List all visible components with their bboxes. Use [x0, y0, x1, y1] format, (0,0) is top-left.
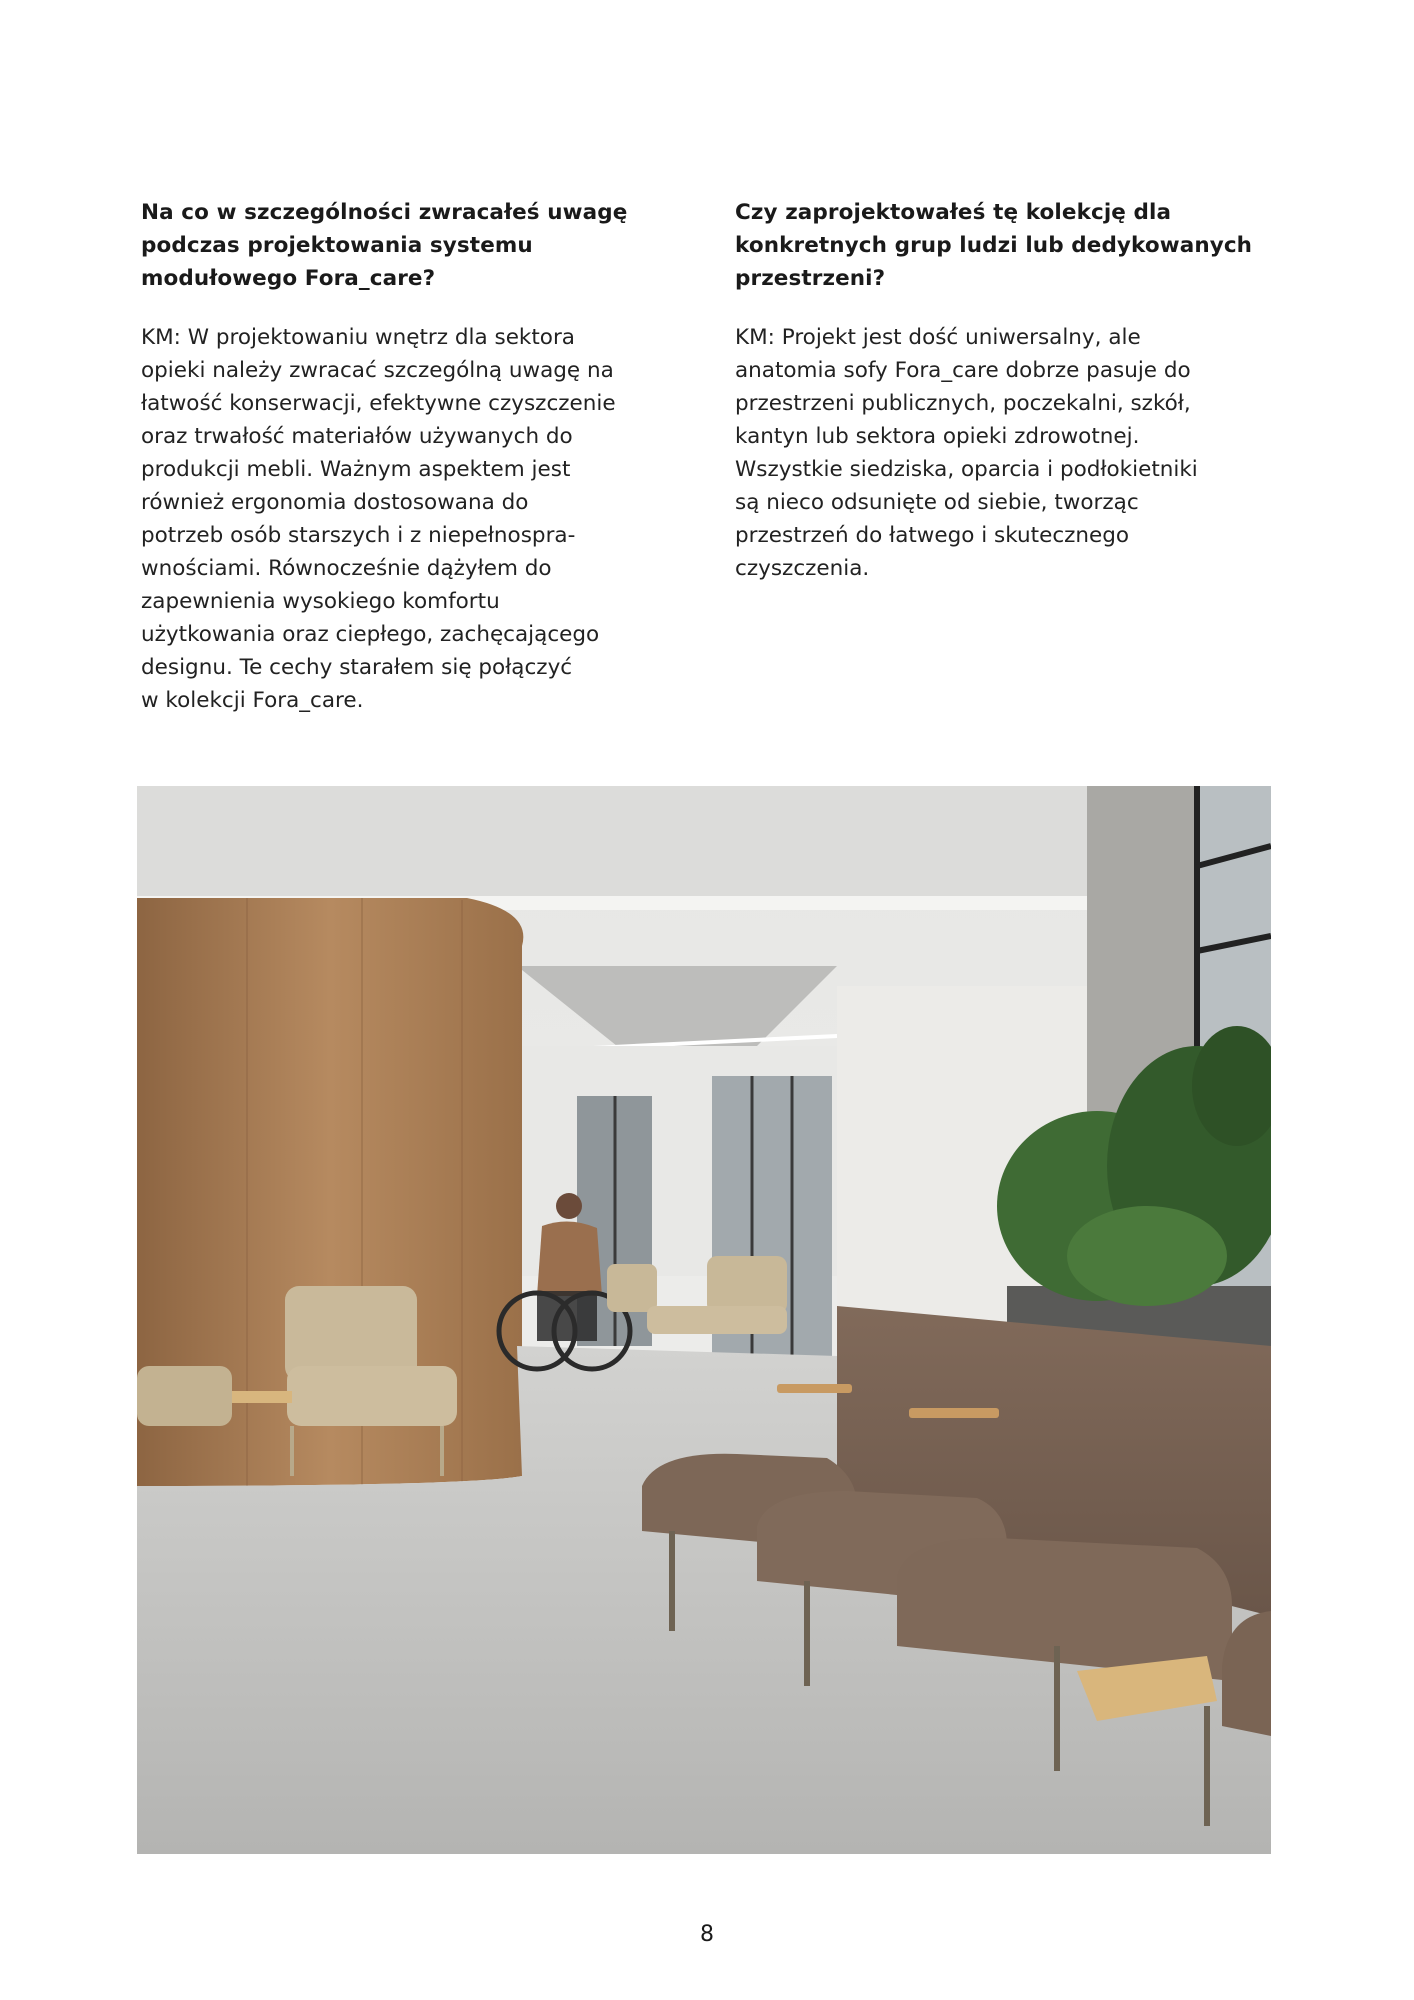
question-right: Czy zaprojektowałeś tę kolekcję dla konkretnych grup ludzi lub dedykowanych przestrzeni? [735, 200, 1253, 291]
armrest-1 [777, 1384, 852, 1393]
upper-wall-panels [137, 786, 1087, 896]
person-head [556, 1193, 582, 1219]
left-column [141, 196, 681, 717]
answer-right: KM: Projekt jest dość uniwersalny, ale anatomia sofy Fora_care dobrze pasuje do przestrzeni publicznych, poczekalni, szkół, kantyn lub sektora opieki zdrowotnej. Wszystkie siedziska, oparcia i podłokietniki są nieco odsunięte od siebie, tworząc przestrzeń do łatwego i skutecznego czyszczenia. [735, 325, 1198, 581]
right-column [735, 196, 1275, 585]
armrest-2 [909, 1408, 999, 1418]
interior-photo [137, 786, 1271, 1854]
question-left: Na co w szczególności zwracałeś uwagę podczas projektowania systemu modułowego Fora_care? [141, 200, 628, 291]
beige-sofa-seat [287, 1366, 457, 1426]
person-body [537, 1221, 602, 1296]
far-beige-sofa [707, 1256, 787, 1314]
answer-left: KM: W projektowaniu wnętrz dla sektora opieki należy zwracać szczególną uwagę na łatwość konserwacji, efektywne czyszczenie oraz trwałość materiałów używanych do produkcji mebli. Ważnym aspektem jest również ergonomia dostosowana do potrzeb osób starszych i z niepełnospra- wnościami. Równocześnie dążyłem do zapewnienia wysokiego komfortu użytkowania oraz ciepłego, zachęcającego designu. Te cechy starałem się połączyć w kolekcji Fora_care. [141, 325, 616, 713]
page-number: 8 [700, 1922, 714, 1947]
side-table [232, 1391, 292, 1403]
